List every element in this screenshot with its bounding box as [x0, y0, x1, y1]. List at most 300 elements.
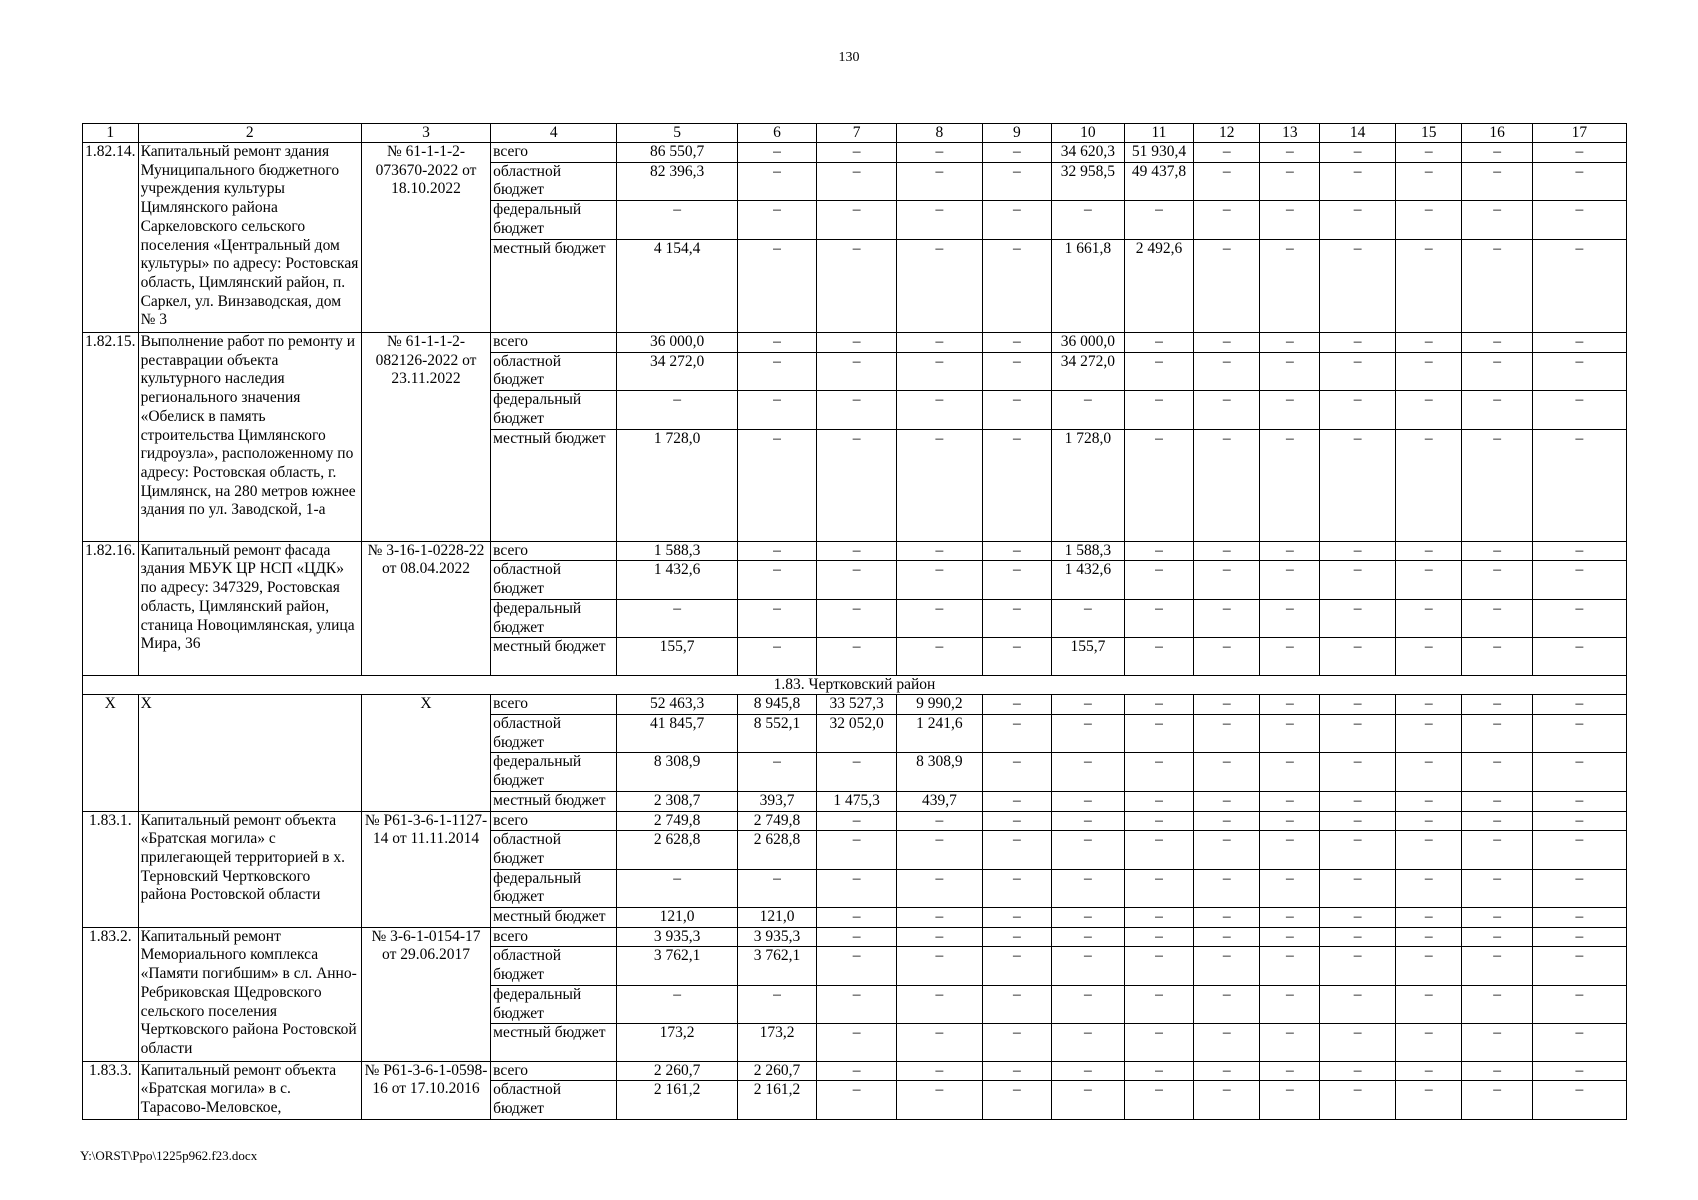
- funding-source: областной бюджет: [491, 561, 617, 599]
- amount-cell: –: [1320, 1024, 1396, 1061]
- amount-cell: –: [1124, 429, 1193, 541]
- amount-cell: –: [982, 1081, 1051, 1119]
- amount-cell: –: [897, 239, 982, 333]
- amount-cell: –: [897, 162, 982, 200]
- document-reference: № 61-1-1-2-082126-2022 от 23.11.2022: [361, 333, 490, 542]
- amount-cell: –: [1260, 599, 1320, 637]
- amount-cell: –: [1320, 201, 1396, 239]
- funding-source: федеральный бюджет: [491, 391, 617, 429]
- amount-cell: –: [1194, 429, 1260, 541]
- amount-cell: –: [1320, 811, 1396, 831]
- amount-cell: –: [817, 811, 897, 831]
- amount-cell: –: [1532, 239, 1626, 333]
- amount-cell: –: [1532, 429, 1626, 541]
- amount-cell: –: [1462, 541, 1533, 561]
- amount-cell: –: [1052, 908, 1125, 928]
- amount-cell: –: [817, 638, 897, 675]
- amount-cell: –: [1532, 811, 1626, 831]
- amount-cell: –: [982, 811, 1051, 831]
- amount-cell: –: [1396, 1081, 1462, 1119]
- amount-cell: 34 272,0: [1052, 352, 1125, 390]
- amount-cell: 2 749,8: [737, 811, 816, 831]
- funding-source: всего: [491, 1061, 617, 1081]
- amount-cell: 33 527,3: [817, 695, 897, 715]
- amount-cell: –: [1462, 239, 1533, 333]
- amount-cell: –: [1532, 927, 1626, 947]
- amount-cell: –: [1260, 811, 1320, 831]
- amount-cell: –: [1462, 869, 1533, 907]
- amount-cell: –: [737, 599, 816, 637]
- funding-source: местный бюджет: [491, 638, 617, 675]
- amount-cell: –: [1320, 695, 1396, 715]
- amount-cell: –: [982, 429, 1051, 541]
- amount-cell: 173,2: [737, 1024, 816, 1061]
- amount-cell: –: [1124, 391, 1193, 429]
- amount-cell: –: [1396, 753, 1462, 791]
- amount-cell: –: [982, 201, 1051, 239]
- amount-cell: 8 552,1: [737, 715, 816, 753]
- table-row: [83, 695, 1627, 715]
- table-row: [83, 1061, 1627, 1081]
- amount-cell: –: [1320, 429, 1396, 541]
- amount-cell: –: [982, 599, 1051, 637]
- amount-cell: –: [1532, 333, 1626, 353]
- amount-cell: –: [1260, 1024, 1320, 1061]
- amount-cell: 32 958,5: [1052, 162, 1125, 200]
- amount-cell: 1 728,0: [617, 429, 738, 541]
- amount-cell: –: [1194, 599, 1260, 637]
- column-header: 6: [737, 124, 816, 143]
- amount-cell: –: [1462, 143, 1533, 163]
- amount-cell: –: [1124, 352, 1193, 390]
- amount-cell: 1 588,3: [1052, 541, 1125, 561]
- table-row: [83, 927, 1627, 947]
- amount-cell: –: [1320, 791, 1396, 811]
- amount-cell: –: [1260, 352, 1320, 390]
- object-name: Х: [138, 695, 361, 811]
- amount-cell: –: [737, 143, 816, 163]
- amount-cell: –: [1320, 869, 1396, 907]
- amount-cell: 51 930,4: [1124, 143, 1193, 163]
- amount-cell: –: [1260, 715, 1320, 753]
- amount-cell: –: [1260, 391, 1320, 429]
- amount-cell: –: [1260, 1061, 1320, 1081]
- amount-cell: –: [1052, 869, 1125, 907]
- column-header: 13: [1260, 124, 1320, 143]
- amount-cell: 121,0: [617, 908, 738, 928]
- amount-cell: –: [1260, 541, 1320, 561]
- amount-cell: –: [897, 333, 982, 353]
- object-name: Капитальный ремонт здания Муниципального бюджетного учреждения культуры Цимлянского района Саркеловского сельского поселения «Центральный дом культуры» по адресу: Ростовская область, Цимлянский район, п. Саркел, ул. Винзаводская, дом № 3: [138, 143, 361, 333]
- amount-cell: –: [897, 985, 982, 1023]
- amount-cell: –: [1320, 143, 1396, 163]
- amount-cell: –: [1052, 1061, 1125, 1081]
- amount-cell: –: [982, 239, 1051, 333]
- amount-cell: –: [1194, 638, 1260, 675]
- amount-cell: –: [1532, 1061, 1626, 1081]
- object-name: Выполнение работ по ремонту и реставрации объекта культурного наследия регионального значения «Обелиск в память строительства Цимлянского гидроузла», расположенному по адресу: Ростовская область, г. Цимлянск, на 280 метров южнее здания по ул. Заводской, 1-а: [138, 333, 361, 542]
- amount-cell: 32 052,0: [817, 715, 897, 753]
- funding-source: местный бюджет: [491, 791, 617, 811]
- column-header: 3: [361, 124, 490, 143]
- item-number: Х: [83, 695, 139, 811]
- amount-cell: –: [1124, 201, 1193, 239]
- amount-cell: –: [1320, 391, 1396, 429]
- table-row: [83, 541, 1627, 561]
- amount-cell: –: [1052, 1024, 1125, 1061]
- amount-cell: –: [1320, 239, 1396, 333]
- amount-cell: –: [1396, 947, 1462, 985]
- amount-cell: –: [897, 1024, 982, 1061]
- amount-cell: –: [1194, 753, 1260, 791]
- amount-cell: 155,7: [617, 638, 738, 675]
- amount-cell: –: [1320, 333, 1396, 353]
- amount-cell: –: [1194, 201, 1260, 239]
- amount-cell: –: [1124, 908, 1193, 928]
- amount-cell: –: [1052, 599, 1125, 637]
- amount-cell: 1 661,8: [1052, 239, 1125, 333]
- amount-cell: –: [1194, 831, 1260, 869]
- amount-cell: –: [1194, 811, 1260, 831]
- amount-cell: –: [737, 391, 816, 429]
- amount-cell: –: [817, 927, 897, 947]
- column-header: 17: [1532, 124, 1626, 143]
- column-header: 2: [138, 124, 361, 143]
- amount-cell: 439,7: [897, 791, 982, 811]
- amount-cell: –: [817, 831, 897, 869]
- amount-cell: 1 432,6: [617, 561, 738, 599]
- amount-cell: –: [897, 1061, 982, 1081]
- amount-cell: –: [1396, 985, 1462, 1023]
- amount-cell: –: [737, 352, 816, 390]
- amount-cell: –: [897, 561, 982, 599]
- amount-cell: –: [737, 753, 816, 791]
- item-number: 1.83.3.: [83, 1061, 139, 1119]
- amount-cell: –: [1462, 908, 1533, 928]
- amount-cell: –: [1260, 143, 1320, 163]
- amount-cell: 3 935,3: [737, 927, 816, 947]
- funding-source: областной бюджет: [491, 947, 617, 985]
- amount-cell: –: [1396, 695, 1462, 715]
- amount-cell: –: [1396, 1061, 1462, 1081]
- amount-cell: –: [1194, 715, 1260, 753]
- column-header-row: [83, 124, 1627, 143]
- column-header: 14: [1320, 124, 1396, 143]
- amount-cell: 173,2: [617, 1024, 738, 1061]
- funding-source: всего: [491, 143, 617, 163]
- amount-cell: –: [1532, 352, 1626, 390]
- amount-cell: 34 620,3: [1052, 143, 1125, 163]
- amount-cell: –: [817, 333, 897, 353]
- amount-cell: –: [1052, 947, 1125, 985]
- funding-source: областной бюджет: [491, 162, 617, 200]
- amount-cell: –: [1260, 947, 1320, 985]
- amount-cell: –: [1124, 927, 1193, 947]
- amount-cell: –: [1320, 927, 1396, 947]
- amount-cell: –: [982, 927, 1051, 947]
- amount-cell: 1 475,3: [817, 791, 897, 811]
- amount-cell: –: [737, 429, 816, 541]
- amount-cell: –: [737, 985, 816, 1023]
- amount-cell: –: [982, 908, 1051, 928]
- amount-cell: –: [982, 695, 1051, 715]
- amount-cell: 34 272,0: [617, 352, 738, 390]
- amount-cell: –: [1194, 239, 1260, 333]
- amount-cell: 41 845,7: [617, 715, 738, 753]
- amount-cell: –: [1532, 715, 1626, 753]
- amount-cell: 3 762,1: [737, 947, 816, 985]
- amount-cell: –: [982, 715, 1051, 753]
- amount-cell: –: [1320, 947, 1396, 985]
- amount-cell: –: [1124, 1061, 1193, 1081]
- column-header: 7: [817, 124, 897, 143]
- amount-cell: –: [1462, 715, 1533, 753]
- object-name: Капитальный ремонт фасада здания МБУК ЦР НСП «ЦДК» по адресу: 347329, Ростовская область, Цимлянский район, станица Новоцимлянская, улица Мира, 36: [138, 541, 361, 675]
- amount-cell: 2 260,7: [617, 1061, 738, 1081]
- amount-cell: –: [1462, 811, 1533, 831]
- amount-cell: 8 308,9: [617, 753, 738, 791]
- amount-cell: –: [982, 561, 1051, 599]
- amount-cell: –: [1124, 831, 1193, 869]
- amount-cell: –: [982, 831, 1051, 869]
- amount-cell: –: [1462, 429, 1533, 541]
- amount-cell: –: [897, 429, 982, 541]
- amount-cell: 2 628,8: [737, 831, 816, 869]
- funding-source: всего: [491, 927, 617, 947]
- amount-cell: –: [1462, 927, 1533, 947]
- amount-cell: –: [1532, 1024, 1626, 1061]
- amount-cell: –: [982, 753, 1051, 791]
- amount-cell: –: [1396, 143, 1462, 163]
- amount-cell: 49 437,8: [1124, 162, 1193, 200]
- amount-cell: –: [1052, 831, 1125, 869]
- document-reference: № 3-6-1-0154-17 от 29.06.2017: [361, 927, 490, 1061]
- amount-cell: –: [817, 429, 897, 541]
- funding-source: всего: [491, 811, 617, 831]
- amount-cell: –: [1260, 908, 1320, 928]
- amount-cell: –: [1260, 162, 1320, 200]
- amount-cell: –: [817, 143, 897, 163]
- amount-cell: –: [982, 985, 1051, 1023]
- section-title: 1.83. Чертковский район: [83, 675, 1627, 695]
- page-number: 130: [838, 50, 860, 65]
- amount-cell: –: [737, 333, 816, 353]
- amount-cell: –: [1532, 908, 1626, 928]
- amount-cell: –: [817, 1081, 897, 1119]
- amount-cell: –: [1194, 541, 1260, 561]
- funding-source: областной бюджет: [491, 831, 617, 869]
- funding-source: местный бюджет: [491, 429, 617, 541]
- amount-cell: –: [1320, 908, 1396, 928]
- amount-cell: –: [1052, 985, 1125, 1023]
- section-row: [83, 675, 1627, 695]
- amount-cell: –: [1532, 695, 1626, 715]
- amount-cell: –: [1052, 1081, 1125, 1119]
- column-header: 9: [982, 124, 1051, 143]
- column-header: 15: [1396, 124, 1462, 143]
- amount-cell: 2 628,8: [617, 831, 738, 869]
- amount-cell: –: [1462, 333, 1533, 353]
- amount-cell: –: [737, 541, 816, 561]
- object-name: Капитальный ремонт объекта «Братская могила» в с. Тарасово-Меловское,: [138, 1061, 361, 1119]
- object-name: Капитальный ремонт объекта «Братская могила» с прилегающей территорией в х. Терновский Чертковского района Ростовской области: [138, 811, 361, 927]
- funding-source: местный бюджет: [491, 1024, 617, 1061]
- column-header: 16: [1462, 124, 1533, 143]
- amount-cell: –: [817, 391, 897, 429]
- amount-cell: –: [1124, 541, 1193, 561]
- amount-cell: –: [1194, 1081, 1260, 1119]
- amount-cell: –: [1052, 811, 1125, 831]
- amount-cell: –: [617, 391, 738, 429]
- table-row: [83, 811, 1627, 831]
- amount-cell: –: [1532, 947, 1626, 985]
- item-number: 1.82.16.: [83, 541, 139, 675]
- amount-cell: –: [1194, 908, 1260, 928]
- amount-cell: –: [1194, 869, 1260, 907]
- amount-cell: –: [1260, 831, 1320, 869]
- funding-source: местный бюджет: [491, 239, 617, 333]
- amount-cell: –: [1194, 791, 1260, 811]
- amount-cell: –: [1124, 1081, 1193, 1119]
- amount-cell: –: [982, 947, 1051, 985]
- amount-cell: 2 161,2: [617, 1081, 738, 1119]
- amount-cell: –: [982, 352, 1051, 390]
- document-reference: № Р61-3-6-1-1127-14 от 11.11.2014: [361, 811, 490, 927]
- amount-cell: –: [817, 201, 897, 239]
- amount-cell: –: [1396, 869, 1462, 907]
- amount-cell: –: [1532, 201, 1626, 239]
- amount-cell: –: [737, 162, 816, 200]
- amount-cell: –: [1462, 985, 1533, 1023]
- table-row: [83, 333, 1627, 353]
- amount-cell: –: [1462, 1024, 1533, 1061]
- amount-cell: –: [1396, 908, 1462, 928]
- column-header: 4: [491, 124, 617, 143]
- amount-cell: –: [897, 143, 982, 163]
- amount-cell: –: [1194, 391, 1260, 429]
- document-reference: Х: [361, 695, 490, 811]
- amount-cell: –: [1124, 561, 1193, 599]
- amount-cell: –: [982, 143, 1051, 163]
- amount-cell: –: [1124, 638, 1193, 675]
- amount-cell: –: [982, 333, 1051, 353]
- amount-cell: –: [617, 985, 738, 1023]
- amount-cell: –: [1396, 239, 1462, 333]
- amount-cell: –: [817, 947, 897, 985]
- amount-cell: –: [1260, 239, 1320, 333]
- amount-cell: –: [897, 908, 982, 928]
- amount-cell: –: [1532, 599, 1626, 637]
- amount-cell: –: [1396, 352, 1462, 390]
- amount-cell: –: [1260, 927, 1320, 947]
- amount-cell: –: [1194, 352, 1260, 390]
- amount-cell: –: [1532, 985, 1626, 1023]
- amount-cell: –: [1462, 162, 1533, 200]
- amount-cell: –: [817, 239, 897, 333]
- amount-cell: –: [1052, 201, 1125, 239]
- funding-source: всего: [491, 333, 617, 353]
- amount-cell: –: [817, 541, 897, 561]
- funding-source: областной бюджет: [491, 715, 617, 753]
- amount-cell: –: [1194, 162, 1260, 200]
- amount-cell: –: [1052, 753, 1125, 791]
- amount-cell: –: [1194, 1024, 1260, 1061]
- amount-cell: –: [817, 1061, 897, 1081]
- amount-cell: –: [1462, 1061, 1533, 1081]
- column-header: 12: [1194, 124, 1260, 143]
- funding-source: федеральный бюджет: [491, 201, 617, 239]
- amount-cell: 1 241,6: [897, 715, 982, 753]
- amount-cell: –: [1462, 201, 1533, 239]
- amount-cell: –: [1260, 791, 1320, 811]
- column-header: 1: [83, 124, 139, 143]
- amount-cell: –: [1194, 947, 1260, 985]
- amount-cell: –: [1396, 333, 1462, 353]
- amount-cell: –: [1320, 715, 1396, 753]
- amount-cell: –: [817, 352, 897, 390]
- amount-cell: –: [1396, 429, 1462, 541]
- amount-cell: –: [817, 908, 897, 928]
- amount-cell: –: [1124, 753, 1193, 791]
- amount-cell: –: [1124, 333, 1193, 353]
- amount-cell: –: [1124, 869, 1193, 907]
- amount-cell: –: [1462, 753, 1533, 791]
- funding-source: федеральный бюджет: [491, 753, 617, 791]
- amount-cell: 1 728,0: [1052, 429, 1125, 541]
- amount-cell: –: [1260, 201, 1320, 239]
- amount-cell: 155,7: [1052, 638, 1125, 675]
- funding-source: областной бюджет: [491, 1081, 617, 1119]
- funding-source: федеральный бюджет: [491, 599, 617, 637]
- amount-cell: 2 260,7: [737, 1061, 816, 1081]
- item-number: 1.82.14.: [83, 143, 139, 333]
- amount-cell: –: [1532, 541, 1626, 561]
- amount-cell: –: [897, 1081, 982, 1119]
- amount-cell: 1 432,6: [1052, 561, 1125, 599]
- amount-cell: –: [1532, 561, 1626, 599]
- amount-cell: –: [1396, 831, 1462, 869]
- amount-cell: –: [1194, 333, 1260, 353]
- amount-cell: –: [1396, 162, 1462, 200]
- amount-cell: –: [1320, 638, 1396, 675]
- amount-cell: –: [1396, 599, 1462, 637]
- amount-cell: 393,7: [737, 791, 816, 811]
- amount-cell: –: [1462, 352, 1533, 390]
- amount-cell: –: [1462, 947, 1533, 985]
- amount-cell: 2 161,2: [737, 1081, 816, 1119]
- amount-cell: –: [1320, 352, 1396, 390]
- amount-cell: –: [1532, 162, 1626, 200]
- amount-cell: –: [817, 162, 897, 200]
- item-number: 1.83.2.: [83, 927, 139, 1061]
- amount-cell: –: [1396, 791, 1462, 811]
- amount-cell: 2 749,8: [617, 811, 738, 831]
- amount-cell: –: [982, 1024, 1051, 1061]
- amount-cell: –: [1320, 1061, 1396, 1081]
- amount-cell: –: [1194, 927, 1260, 947]
- amount-cell: –: [897, 869, 982, 907]
- amount-cell: –: [1052, 391, 1125, 429]
- amount-cell: –: [1320, 599, 1396, 637]
- amount-cell: –: [817, 599, 897, 637]
- amount-cell: –: [1396, 811, 1462, 831]
- amount-cell: –: [1124, 715, 1193, 753]
- amount-cell: 52 463,3: [617, 695, 738, 715]
- funding-source: федеральный бюджет: [491, 869, 617, 907]
- amount-cell: –: [1052, 695, 1125, 715]
- column-header: 8: [897, 124, 982, 143]
- amount-cell: –: [1462, 831, 1533, 869]
